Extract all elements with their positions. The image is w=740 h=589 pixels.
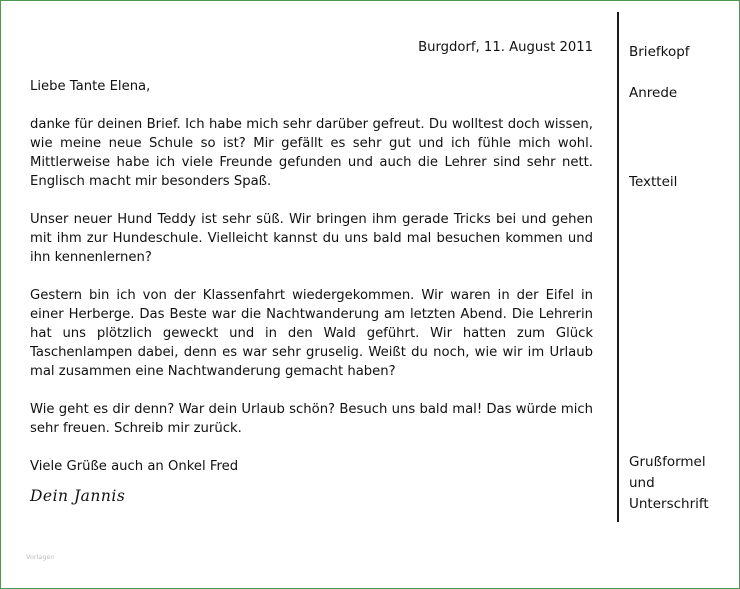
signature: Dein Jannis — [30, 487, 126, 505]
watermark: Vorlagen — [26, 553, 55, 561]
label-grussformel-line2: und — [629, 475, 655, 491]
body-paragraph-2: Unser neuer Hund Teddy ist sehr süß. Wir bringen ihm gerade Tricks bei und gehen mit ihm zur Hundeschule. Vielleicht kannst du uns bald mal besuchen kommen und ihn kennenlernen? — [30, 212, 593, 265]
date-line: Burgdorf, 11. August 2011 — [418, 40, 593, 55]
letter-body — [30, 38, 593, 506]
label-briefkopf: Briefkopf — [629, 44, 690, 60]
label-anrede: Anrede — [629, 85, 678, 101]
label-textteil: Textteil — [629, 174, 678, 190]
label-grussformel-line3: Unterschrift — [629, 496, 709, 512]
salutation: Liebe Tante Elena, — [30, 79, 151, 94]
label-grussformel-line1: Grußformel — [629, 454, 706, 470]
closing-line: Viele Grüße auch an Onkel Fred — [30, 459, 239, 474]
body-paragraph-1: danke für deinen Brief. Ich habe mich sehr darüber gefreut. Du wolltest doch wissen, wie meine neue Schule so ist? Mir gefällt es sehr gut und ich fühle mich wohl. Mittlerweise habe ich viele Freunde gefunden und auch die Lehrer sind sehr nett. Englisch macht mir besonders Spaß. — [30, 117, 593, 189]
body-paragraph-4: Wie geht es dir denn? War dein Urlaub schön? Besuch uns bald mal! Das würde mich sehr freuen. Schreib mir zurück. — [30, 402, 593, 436]
vertical-divider — [617, 12, 619, 522]
body-paragraph-3: Gestern bin ich von der Klassenfahrt wiedergekommen. Wir waren in der Eifel in einer Herberge. Das Beste war die Nachtwanderung am letzten Abend. Die Lehrerin hat uns plötzlich geweckt und in den Wald geführt. Wir hatten zum Glück Taschenlampen dabei, denn es war sehr gruselig. Weißt du noch, wie wir im Urlaub mal zusammen eine Nachtwanderung gemacht haben? — [30, 288, 593, 379]
label-grussformel — [629, 452, 709, 515]
